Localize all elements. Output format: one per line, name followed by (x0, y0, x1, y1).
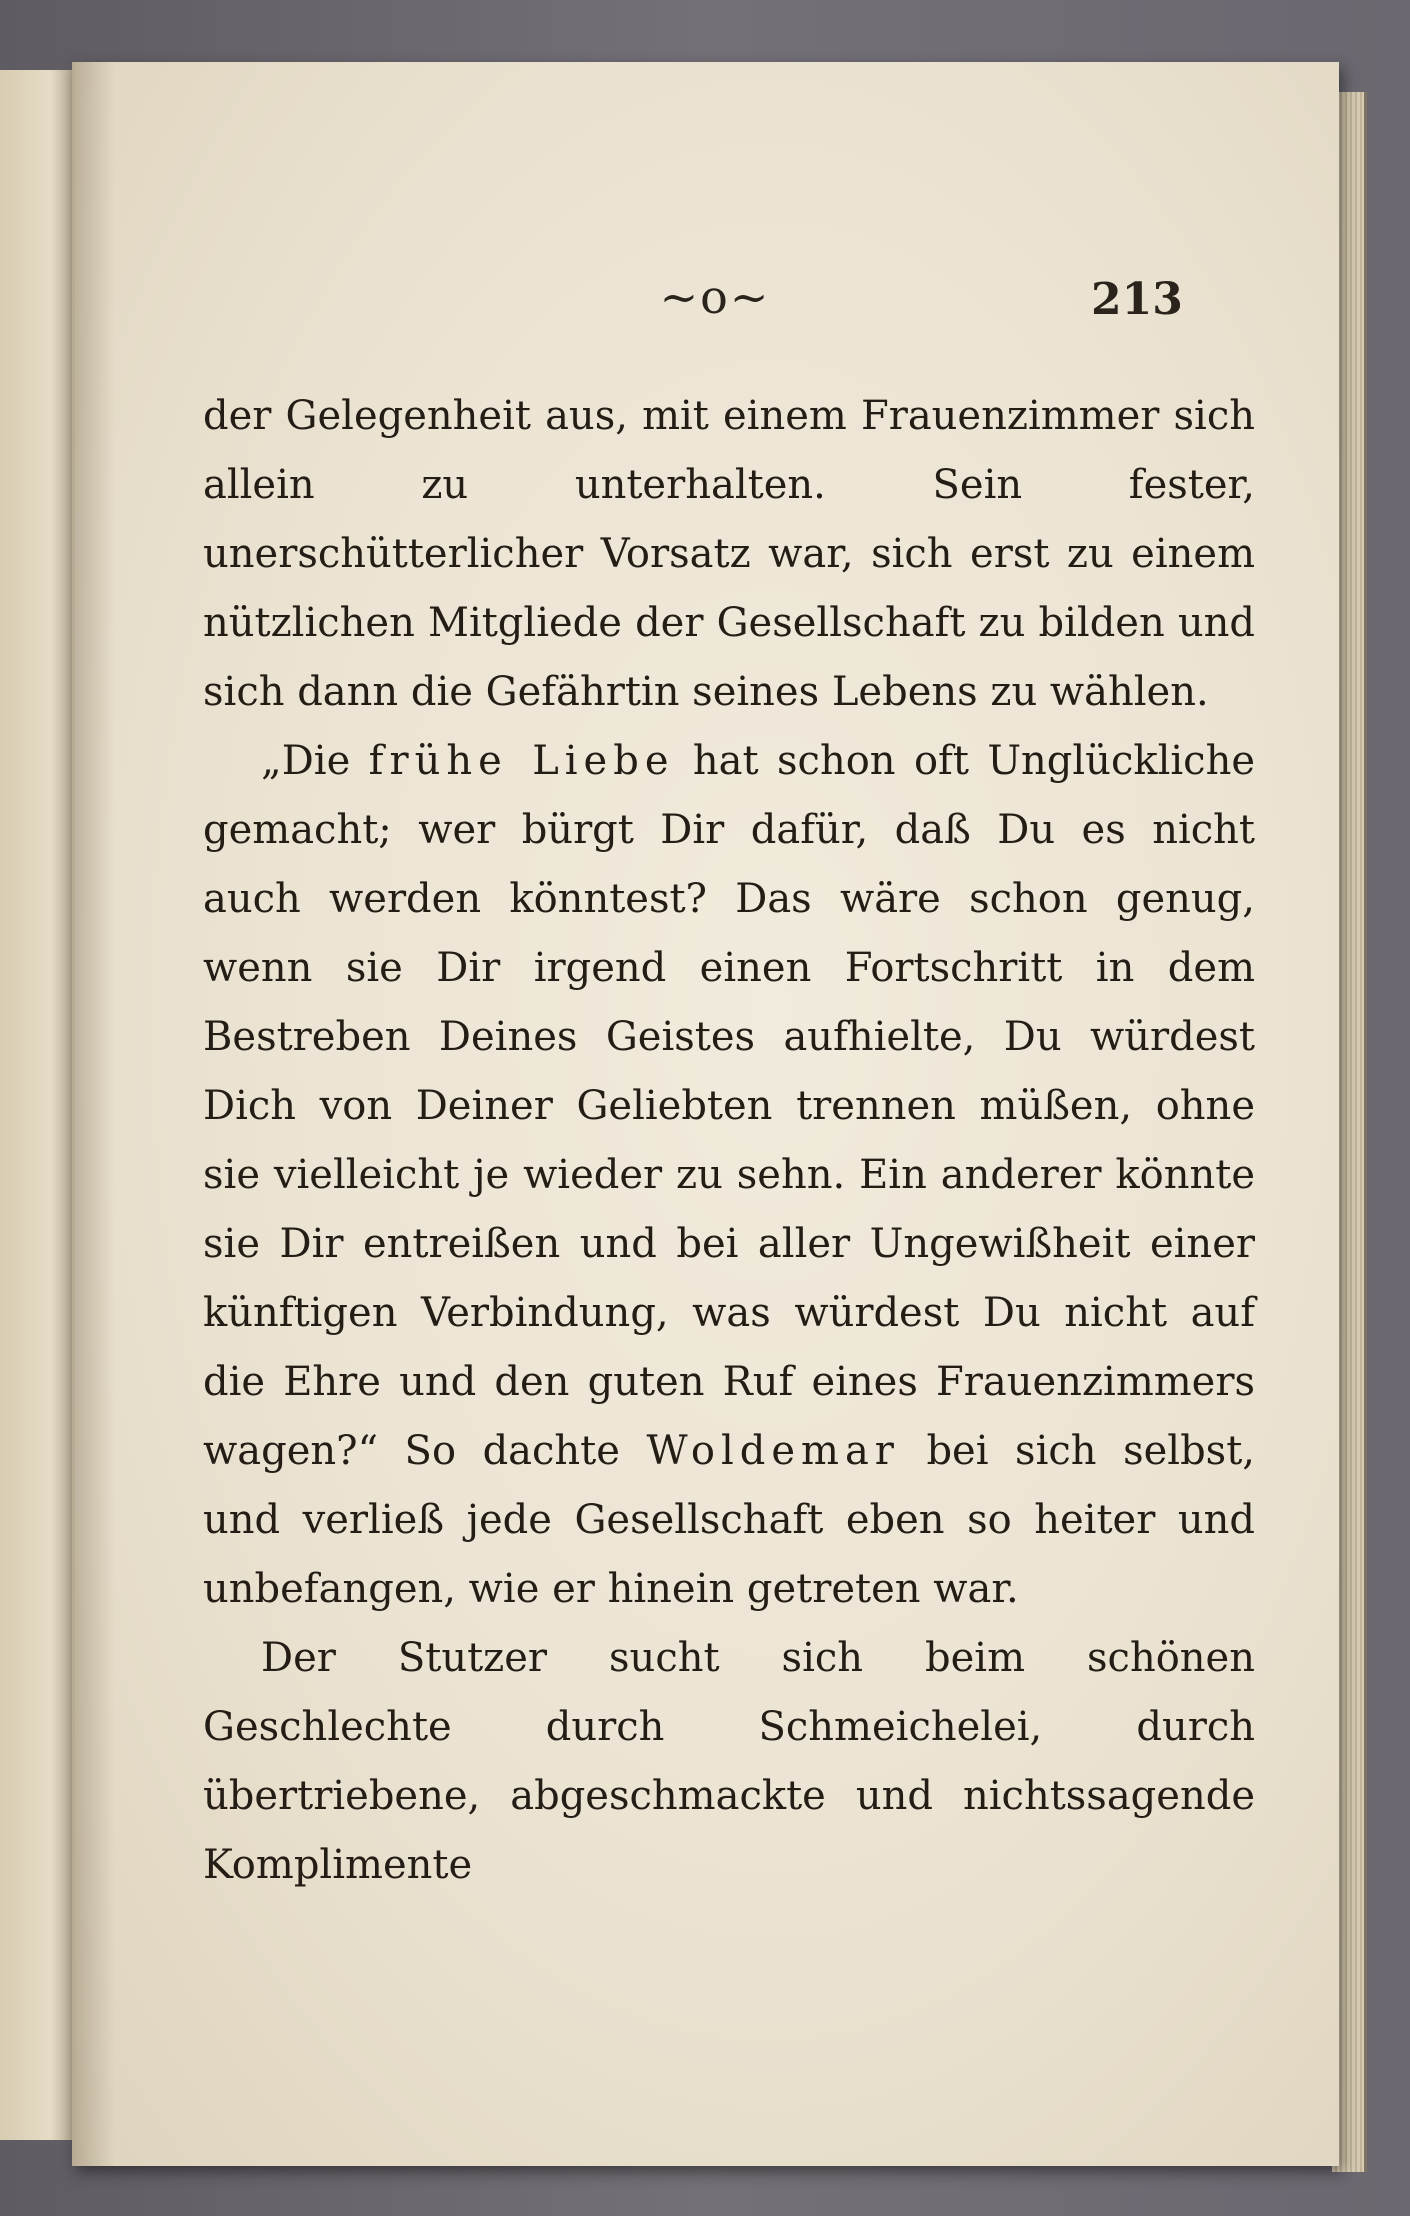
previous-page-edge (0, 70, 74, 2140)
paragraph-2 (203, 727, 1255, 1624)
text-segment: hat schon oft Unglückliche gemacht; wer bürgt Dir dafür, daß Du es nicht auch werden könntest? Das wäre schon genug, wenn sie Dir irgend einen Fortschritt in dem Bestreben Deines Geistes aufhielte, Du würdest Dich von Deiner Geliebten trennen müßen, ohne sie vielleicht je wieder zu sehn. Ein anderer könnte sie Dir entreißen und bei aller Ungewißheit einer künftigen Verbindung, was würdest Du nicht auf die Ehre und den guten Ruf eines Frauenzimmers wagen?“ So dachte (203, 738, 1256, 1474)
page-number: 213 (1091, 274, 1183, 325)
paragraph-1 (203, 382, 1255, 727)
text-segment: bei sich selbst, und verließ jede Gesellschaft eben so heiter und unbefangen, wie er hinein getreten war. (203, 1428, 1255, 1612)
spine-shadow (75, 62, 115, 2166)
book-page (72, 62, 1339, 2166)
running-head (75, 262, 1339, 342)
text-segment: Der Stutzer sucht sich beim schönen Geschlechte durch Schmeichelei, durch übertriebene, abgeschmackte und nichtssagende Komplimente (203, 1635, 1255, 1888)
text-segment: der Gelegenheit aus, mit einem Frauenzimmer sich allein zu unterhalten. Sein fester, unerschütterlicher Vorsatz war, sich erst zu einem nützlichen Mitgliede der Gesellschaft zu bilden und sich dann die Gefährtin seines Lebens zu wählen. (203, 393, 1255, 715)
text-segment: „Die (261, 738, 369, 784)
body-text (203, 382, 1255, 1900)
emphasized-phrase: frühe Liebe (368, 738, 675, 784)
emphasized-name: Woldemar (646, 1428, 900, 1474)
header-ornament: ~o~ (659, 270, 771, 324)
paragraph-3 (203, 1624, 1255, 1900)
